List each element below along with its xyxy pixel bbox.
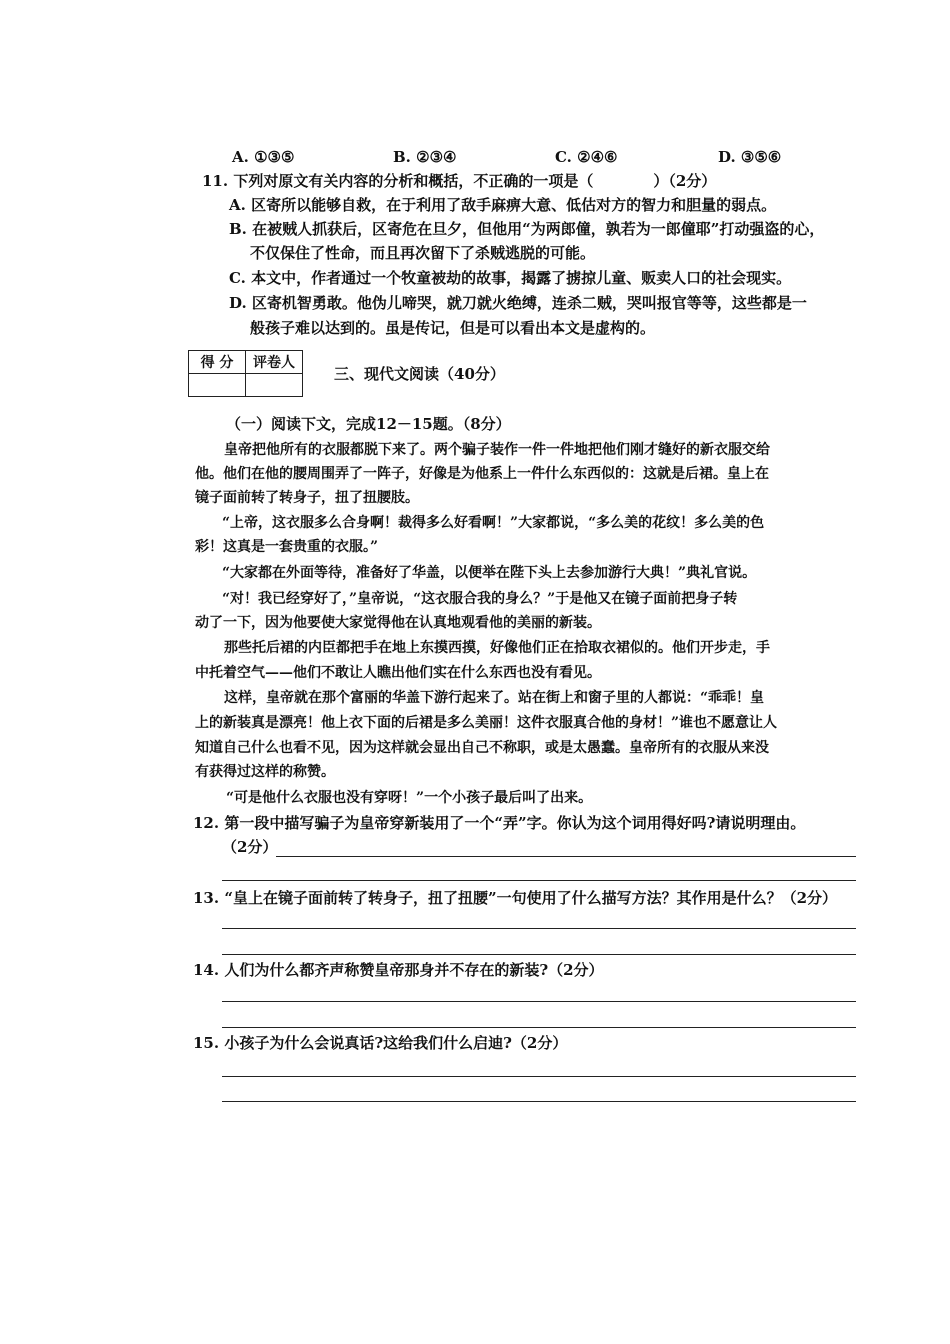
- q11-option-a: A. 区寄所以能够自救，在于利用了敌手麻痹大意、低估对方的智力和胆量的弱点。: [229, 196, 777, 214]
- q13-stem: 13. “皇上在镜子面前转了转身子，扭了扭腰”一句使用了什么描写方法？其作用是什么？（2分）: [193, 889, 838, 907]
- q11-option-b-line2: 不仅保住了性命，而且再次留下了杀贼逃脱的可能。: [250, 244, 596, 262]
- section3-title: 三、现代文阅读（40分）: [334, 365, 505, 383]
- q15-stem: 15. 小孩子为什么会说真话?这给我们什么启迪?（2分）: [193, 1034, 568, 1052]
- q11-stem: 11. 下列对原文有关内容的分析和概括，不正确的一项是（ ）（2分）: [202, 172, 717, 190]
- q10-option-a: A. ①③⑤: [232, 148, 295, 166]
- passage-line: “可是他什么衣服也没有穿呀！”一个小孩子最后叫了出来。: [226, 790, 593, 806]
- answer-line[interactable]: [222, 880, 856, 881]
- passage-line: 中托着空气——他们不敢让人瞧出他们实在什么东西也没有看见。: [195, 665, 601, 681]
- passage-line: 皇帝把他所有的衣服都脱下来了。两个骗子装作一件一件地把他们刚才缝好的新衣服交给: [224, 442, 770, 458]
- passage-line: 他。他们在他的腰周围弄了一阵子，好像是为他系上一件什么东西似的：这就是后裙。皇上在: [195, 466, 769, 482]
- answer-line[interactable]: [222, 1001, 856, 1002]
- q11-option-c: C. 本文中，作者通过一个牧童被劫的故事，揭露了掳掠儿童、贩卖人口的社会现实。: [229, 269, 792, 287]
- score-cell: [189, 374, 246, 397]
- grader-header: 评卷人: [246, 351, 303, 374]
- passage-line: “上帝，这衣服多么合身啊！裁得多么好看啊！”大家都说，“多么美的花纹！多么美的色: [222, 515, 765, 531]
- answer-line[interactable]: [222, 954, 856, 955]
- q12-stem: 12. 第一段中描写骗子为皇帝穿新装用了一个“弄”字。你认为这个词用得好吗?请说明理由。: [193, 814, 806, 832]
- passage-line: 镜子面前转了转身子，扭了扭腰肢。: [195, 490, 419, 506]
- reading1-intro: （一）阅读下文，完成12－15题。（8分）: [226, 415, 511, 433]
- answer-line[interactable]: [222, 928, 856, 929]
- passage-line: 上的新装真是漂亮！他上衣下面的后裙是多么美丽！这件衣服真合他的身材！”谁也不愿意让人: [195, 715, 778, 731]
- q10-option-b: B. ②③④: [393, 148, 457, 166]
- passage-line: 彩！这真是一套贵重的衣服。”: [195, 539, 379, 555]
- q12-points: （2分）: [222, 838, 278, 856]
- passage-line: 这样，皇帝就在那个富丽的华盖下游行起来了。站在街上和窗子里的人都说：“乖乖！皇: [224, 690, 765, 706]
- answer-line[interactable]: [222, 1101, 856, 1102]
- grader-cell: [246, 374, 303, 397]
- q11-option-b-line1: B. 在被贼人抓获后，区寄危在旦夕，但他用“为两郎僮，孰若为一郎僮耶”打动强盗的心，: [229, 220, 825, 238]
- answer-line[interactable]: [222, 1027, 856, 1028]
- answer-line[interactable]: [276, 856, 856, 857]
- q10-option-d: D. ③⑤⑥: [718, 148, 782, 166]
- passage-line: 知道自己什么也看不见，因为这样就会显出自己不称职，或是太愚蠢。皇帝所有的衣服从来没: [195, 740, 769, 756]
- passage-line: “对！我已经穿好了，”皇帝说，“这衣服合我的身么？”于是他又在镜子面前把身子转: [222, 591, 738, 607]
- score-table: [188, 350, 303, 397]
- passage-line: “大家都在外面等待，准备好了华盖，以便举在陛下头上去参加游行大典！”典礼官说。: [222, 565, 757, 581]
- passage-line: 有获得过这样的称赞。: [195, 764, 335, 780]
- q11-option-d-line2: 般孩子难以达到的。虽是传记，但是可以看出本文是虚构的。: [250, 319, 656, 337]
- q11-option-d-line1: D. 区寄机智勇敢。他伪儿啼哭，就刀就火绝缚，连杀二贼，哭叫报官等等，这些都是一: [229, 294, 807, 312]
- score-header: 得 分: [189, 351, 246, 374]
- q14-stem: 14. 人们为什么都齐声称赞皇帝那身并不存在的新装?（2分）: [193, 961, 604, 979]
- passage-line: 动了一下，因为他要使大家觉得他在认真地观看他的美丽的新装。: [195, 615, 601, 631]
- answer-line[interactable]: [222, 1076, 856, 1077]
- passage-line: 那些托后裙的内臣都把手在地上东摸西摸，好像他们正在拾取衣裙似的。他们开步走，手: [224, 640, 770, 656]
- q10-option-c: C. ②④⑥: [555, 148, 618, 166]
